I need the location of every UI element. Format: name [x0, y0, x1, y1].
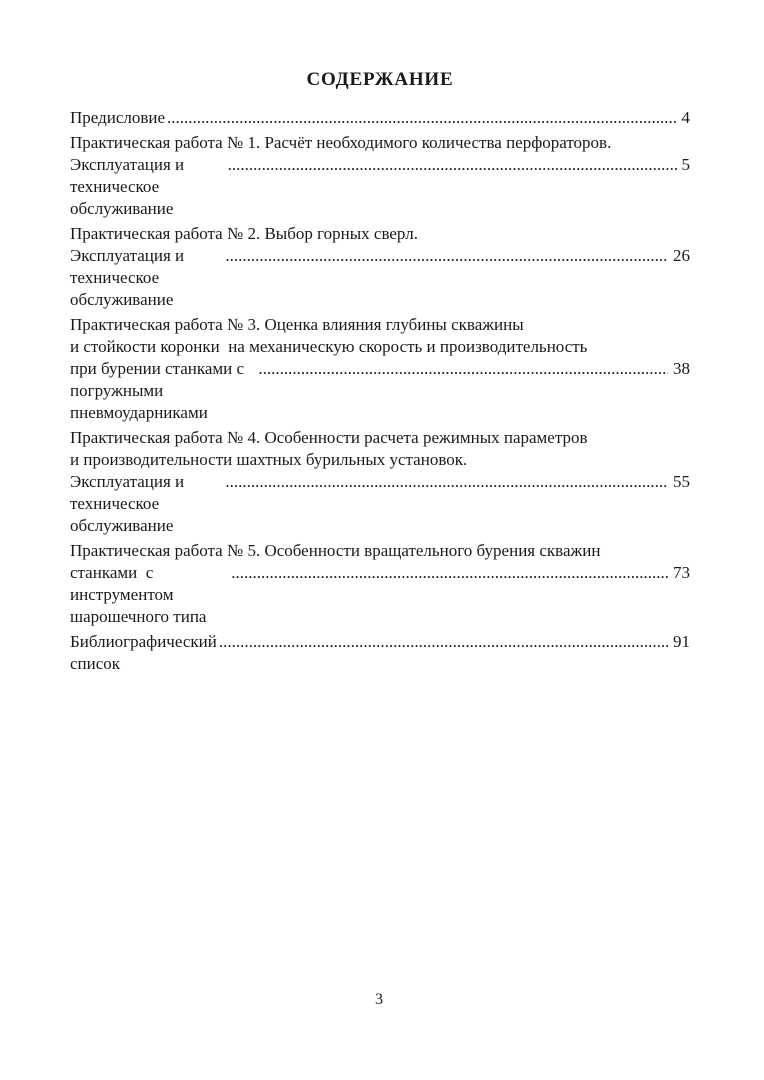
toc-page-number: 4	[681, 108, 690, 127]
toc-line	[70, 427, 690, 449]
dot-leader	[228, 154, 677, 176]
toc-entry-text: Практическая работа № 1. Расчёт необходимого количества перфораторов.	[70, 133, 612, 152]
toc-page-number: 26	[673, 246, 690, 265]
dot-leader	[258, 358, 668, 380]
dot-leader	[225, 245, 668, 267]
toc-entry-text: Практическая работа № 4. Особенности расчета режимных параметров	[70, 428, 588, 447]
toc-entry-text: Практическая работа № 2. Выбор горных сверл.	[70, 224, 418, 243]
toc-entry-text: и производительности шахтных бурильных установок.	[70, 450, 468, 469]
toc-entry-text: Эксплуатация и техническое обслуживание	[70, 472, 189, 535]
toc-entry-text: Практическая работа № 5. Особенности вращательного бурения скважин	[70, 541, 601, 560]
toc-entry-text: Эксплуатация и техническое обслуживание	[70, 246, 189, 309]
toc-line	[70, 562, 690, 628]
toc-line	[70, 245, 690, 311]
toc-entry	[70, 107, 690, 129]
toc-entry	[70, 223, 690, 311]
toc-page-number: 91	[673, 632, 690, 651]
toc-entry-text: и стойкости коронки на механическую скорость и производительность	[70, 337, 588, 356]
toc-entry-text: при бурении станками с погружными пневмоударниками	[70, 359, 249, 422]
dot-leader	[167, 107, 676, 129]
toc-line	[70, 336, 690, 358]
dot-leader	[219, 631, 668, 653]
toc-entry-text: Предисловие	[70, 108, 166, 127]
toc-entry-text: Практическая работа № 3. Оценка влияния глубины скважины	[70, 315, 524, 334]
toc-line	[70, 631, 690, 675]
toc-page-number: 55	[673, 472, 690, 491]
toc-line	[70, 358, 690, 424]
toc-line	[70, 449, 690, 471]
toc-entry	[70, 427, 690, 537]
dot-leader	[225, 471, 668, 493]
toc-page-number: 5	[681, 155, 690, 174]
toc-entry-text: Библиографический список	[70, 632, 222, 673]
toc-list	[70, 107, 690, 675]
toc-entry	[70, 540, 690, 628]
toc-line	[70, 107, 690, 129]
toc-entry-text: станками с инструментом шарошечного типа	[70, 563, 207, 626]
toc-page-number: 38	[673, 359, 690, 378]
toc-entry	[70, 314, 690, 424]
toc-page-number: 73	[673, 563, 690, 582]
toc-entry-text: Эксплуатация и техническое обслуживание	[70, 155, 189, 218]
toc-line	[70, 132, 690, 154]
footer-page-number: 3	[375, 991, 383, 1008]
page-title: СОДЕРЖАНИЕ	[306, 69, 454, 90]
dot-leader	[231, 562, 668, 584]
toc-entry	[70, 132, 690, 220]
toc-line	[70, 314, 690, 336]
toc-line	[70, 540, 690, 562]
toc-line	[70, 223, 690, 245]
toc-entry	[70, 631, 690, 675]
toc-line	[70, 154, 690, 220]
toc-line	[70, 471, 690, 537]
page-footer	[0, 990, 758, 1010]
